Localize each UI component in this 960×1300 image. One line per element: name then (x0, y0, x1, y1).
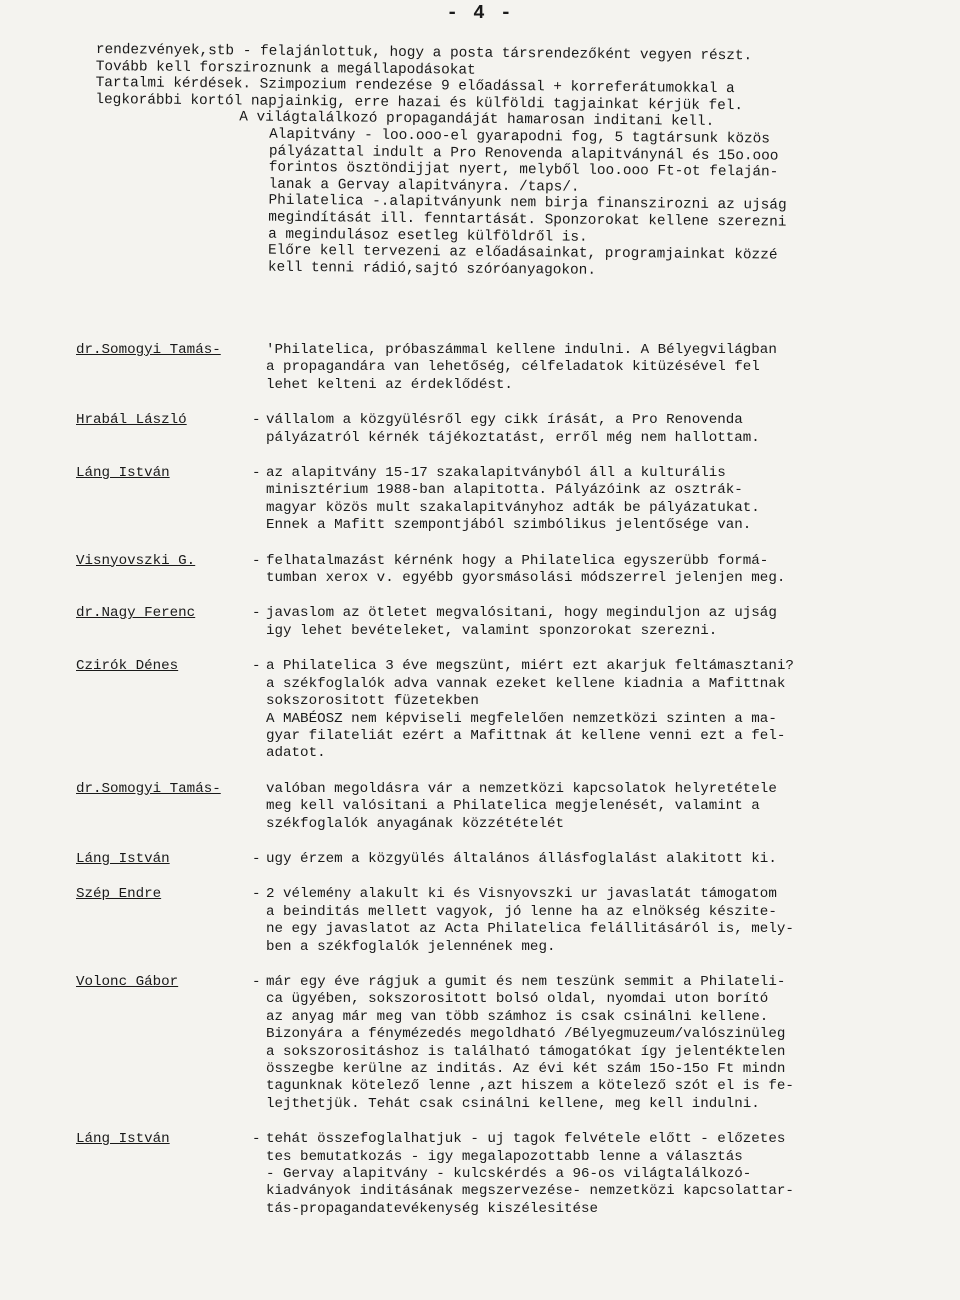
intro-line: A világtalálkozó propagandáját hamarosan inditani kell. (239, 109, 715, 131)
intro-line: Philatelica -.alapitványunk nem birja finanszirozni az ujság (268, 193, 787, 214)
intro-line: kell tenni rádió,sajtó szóróanyagokon. (267, 259, 597, 279)
minutes-entry (76, 1131, 936, 1218)
speaker-dash: - (252, 850, 261, 867)
statement-line: már egy éve rágjuk a gumit és nem teszünk semmit a Philateli- (266, 973, 786, 990)
statement-line: 2 vélemény alakult ki és Visnyovszki ur javaslatát támogatom (266, 886, 777, 903)
statement-line: A MABÉOSZ nem képviseli megfelelően nemzetközi szinten a ma- (266, 710, 777, 727)
statement-line: a beinditás mellett vagyok, jó lenne ha az elnökség készite- (266, 903, 777, 920)
statement-line: tumban xerox v. egyébb gyorsmásolási módszerrel jelenjen meg. (266, 570, 786, 587)
minutes-entry (76, 886, 936, 956)
statement-line: magyar közös mult szakalapitványhoz adták be pályázatukat. (266, 499, 760, 516)
statement-line: javaslom az ötletet megvalósitani, hogy meginduljon az ujság (266, 605, 777, 622)
statement-text (266, 342, 936, 394)
statement-line: tagunknak kötelező lenne ,azt hiszem a kötelező szót el is fe- (266, 1078, 794, 1095)
speaker-dash: - (252, 605, 261, 622)
speaker-dash: - (252, 465, 261, 482)
statement-line: 'Philatelica, próbaszámmal kellene indulni. A Bélyegvilágban (266, 342, 777, 358)
speaker-name: Láng István (76, 850, 170, 867)
minutes-entry (76, 974, 936, 1113)
statement-line: a székfoglalók adva vannak ezeket kellene kiadnia a Mafittnak (266, 675, 786, 692)
statement-line: tes bemutatkozás - igy megalapozottabb lenne a választás (266, 1148, 743, 1165)
statement-line: pályázatról kérnék tájékoztatást, erről még nem hallottam. (266, 429, 760, 446)
statement-line: a Philatelica 3 éve megszünt, miért ezt akarjuk feltámasztani? (266, 658, 794, 675)
statement-line: székfoglalók anyagának közzétételét (266, 815, 564, 832)
statement-text (266, 974, 936, 1113)
speaker-dash: - (252, 973, 261, 990)
speaker-dash: - (252, 552, 261, 569)
intro-section (94, 42, 926, 282)
statement-line: lehet kelteni az érdeklődést. (266, 376, 513, 393)
statement-line: valóban megoldásra vár a nemzetközi kapcsolatok helyretétele (266, 780, 777, 797)
minutes-entry (76, 412, 936, 447)
speaker-name: Láng István (76, 1131, 170, 1148)
speaker-name: Láng István (76, 465, 170, 482)
speaker-dash: - (252, 886, 261, 903)
speaker-dash: - (252, 412, 261, 429)
minutes-entry (76, 851, 936, 868)
statement-line: a sokszorositáshoz is található támogatókat így jelentéktelen (266, 1043, 786, 1060)
statement-line: meg kell valósitani a Philatelica megjelenését, valamint a (266, 798, 760, 815)
statement-text (266, 1131, 936, 1218)
speaker-name: Hrabál László (76, 412, 187, 429)
statement-line: ca ügyében, sokszorositott bolsó oldal, nyomdai uton borító (266, 991, 769, 1008)
speaker-name: Volonc Gábor (76, 973, 179, 990)
statement-line: vállalom a közgyülésről egy cikk írását, a Pro Renovenda (266, 412, 743, 429)
statement-line: a propagandára van lehetőség, célfeladatok kitüzésével fel (266, 359, 760, 376)
statement-text (266, 658, 936, 762)
speaker-name: Szép Endre (76, 886, 162, 903)
intro-line: Előre kell tervezeni az előadásainkat, programjainkat közzé (267, 242, 778, 264)
intro-line: Alapitvány - loo.ooo-el gyarapodni fog, 5 tagtársunk közös (269, 126, 771, 148)
statement-line: az anyag már meg van több számhoz is csak csinálni kellene. (266, 1008, 769, 1025)
statement-line: minisztérium 1988-ban alapitotta. Pályázóink az osztrák- (266, 482, 743, 499)
minutes-entries (76, 342, 936, 1236)
speaker-dash: - (252, 1131, 261, 1148)
minutes-entry (76, 553, 936, 588)
statement-line: gyar filateliát ezért a Mafittnak át kellene venni ezt a fel- (266, 727, 786, 744)
statement-line: az alapitvány 15-17 szakalapitványból áll a kulturális (266, 465, 726, 482)
page-number: - 4 - (446, 2, 514, 24)
intro-line: a megindulásoz esetleg külföldről is. (268, 226, 588, 246)
statement-line: adatot. (266, 745, 326, 762)
speaker-name: dr.Somogyi Tamás- (76, 342, 221, 358)
statement-line: Ennek a Mafitt szempontjából szimbólikus jelentősége van. (266, 517, 752, 534)
minutes-entry (76, 781, 936, 833)
intro-line: Tovább kell forsziroznunk a megállapodásokat (95, 58, 476, 79)
minutes-entry (76, 605, 936, 640)
statement-text (266, 465, 936, 535)
intro-line: lanak a Gervay alapitványra. /taps/. (268, 176, 580, 196)
statement-line: tás-propagandatevékenység kiszélesitése (266, 1200, 599, 1217)
statement-line: sokszorositott füzetekben (266, 693, 479, 710)
intro-line: megindítását ill. fenntartását. Sponzorokat kellene szerezni (268, 209, 787, 231)
statement-line: ugy érzem a közgyülés általános állásfoglalást alakitott ki. (266, 850, 777, 867)
statement-text (266, 412, 936, 447)
minutes-entry (76, 658, 936, 762)
intro-line: forintos ösztöndijjat nyert, melyből loo.ooo Ft-ot felaján- (268, 159, 779, 181)
speaker-name: dr.Nagy Ferenc (76, 605, 196, 622)
minutes-entry (76, 465, 936, 535)
speaker-name: Czirók Dénes (76, 658, 179, 675)
statement-line: Bizonyára a fénymézedés megoldható /Bélyegmuzeum/valószinüleg (266, 1026, 786, 1043)
statement-line: összegbe kerülne az inditás. Az évi két szám 15o-15o Ft mindn (266, 1061, 786, 1077)
statement-line: lejthetjük. Tehát csak csinálni kellene, meg kell indulni. (266, 1095, 760, 1112)
statement-line: ne egy javaslatot az Acta Philatelica felállitásáról is, mely- (266, 921, 794, 938)
speaker-dash: - (252, 658, 261, 675)
statement-line: felhatalmazást kérnénk hogy a Philatelica egyszerübb formá- (266, 552, 769, 569)
speaker-name: Visnyovszki G. (76, 552, 196, 569)
statement-line: tehát összefoglalhatjuk - uj tagok felvétele előtt - előzetes (266, 1131, 786, 1148)
statement-text (266, 851, 936, 868)
intro-line: rendezvények,stb - felajánlottuk, hogy a posta társrendezőként vegyen részt. (95, 42, 753, 65)
intro-line: Tartalmi kérdések. Szimpozium rendezése 9 előadással + korreferátumokkal a (95, 75, 735, 98)
statement-line: ben a székfoglalók jelennének meg. (266, 938, 556, 955)
statement-text (266, 781, 936, 833)
statement-text (266, 553, 936, 588)
statement-text (266, 605, 936, 640)
minutes-entry (76, 342, 936, 394)
statement-line: kiadványok inditásának megszervezése- nemzetközi kapcsolattar- (266, 1183, 794, 1200)
intro-line: pályázattal indult a Pro Renovenda alapitványnál és 15o.ooo (268, 143, 779, 165)
statement-text (266, 886, 936, 956)
statement-line: igy lehet bevételeket, valamint sponzorokat szerezni. (266, 622, 718, 639)
speaker-name: dr.Somogyi Tamás- (76, 780, 221, 797)
intro-line: legkorábbi kortól napjainkig, erre hazai és külföldi tagjainkat kérjük fel. (95, 91, 744, 114)
statement-line: - Gervay alapitvány - kulcskérdés a 96-os világtalálkozó- (266, 1166, 752, 1183)
